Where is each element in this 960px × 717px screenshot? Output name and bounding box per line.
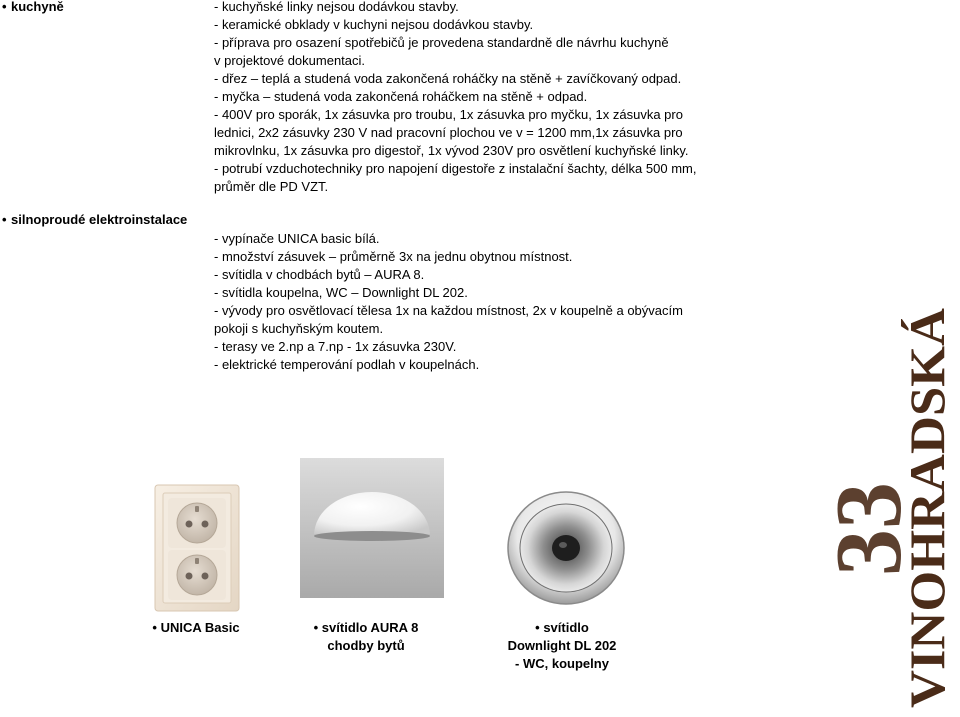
kitchen-line: v projektové dokumentaci. bbox=[214, 53, 366, 68]
bullet-electrical: • bbox=[2, 212, 7, 227]
unica-socket-image bbox=[154, 484, 240, 612]
electrical-line: - elektrické temperování podlah v koupelnách. bbox=[214, 357, 480, 372]
logo-33-vinohradska bbox=[817, 300, 956, 714]
kitchen-line: - příprava pro osazení spotřebičů je provedena standardně dle návrhu kuchyně bbox=[214, 35, 669, 50]
electrical-line: - vypínače UNICA basic bílá. bbox=[214, 231, 380, 246]
electrical-line: pokoji s kuchyňským koutem. bbox=[214, 321, 384, 336]
kitchen-description bbox=[214, 0, 696, 196]
caption-aura-line1: • svítidlo AURA 8 bbox=[313, 620, 419, 635]
downlight-image bbox=[505, 488, 627, 608]
electrical-line: - vývody pro osvětlovací tělesa 1x na každou místnost, 2x v koupelně a obývacím bbox=[214, 303, 683, 318]
caption-unica-line1: • UNICA Basic bbox=[152, 620, 240, 635]
kitchen-line: - 400V pro sporák, 1x zásuvka pro troubu, 1x zásuvka pro myčku, 1x zásuvka pro bbox=[214, 107, 683, 122]
kitchen-line: - keramické obklady v kuchyni nejsou dodávkou stavby. bbox=[214, 17, 534, 32]
caption-aura bbox=[308, 619, 424, 655]
caption-downlight-line3: - WC, koupelny bbox=[515, 656, 609, 671]
electrical-line: - množství zásuvek – průměrně 3x na jednu obytnou místnost. bbox=[214, 249, 573, 264]
kitchen-line: - dřez – teplá a studená voda zakončená roháčky na stěně + zavíčkovaný odpad. bbox=[214, 71, 682, 86]
electrical-description bbox=[214, 230, 683, 374]
caption-downlight bbox=[500, 619, 624, 673]
section-label-kitchen bbox=[2, 0, 64, 14]
electrical-line: - terasy ve 2.np a 7.np - 1x zásuvka 230V. bbox=[214, 339, 457, 354]
caption-downlight-line2: Downlight DL 202 bbox=[507, 638, 617, 653]
logo-name-text: VINOHRADSKÁ bbox=[899, 327, 955, 708]
kitchen-line: mikrovlnku, 1x zásuvka pro digestoř, 1x vývod 230V pro osvětlení kuchyňské linky. bbox=[214, 143, 689, 158]
electrical-line: - svítidla koupelna, WC – Downlight DL 202. bbox=[214, 285, 468, 300]
electrical-label: silnoproudé elektroinstalace bbox=[11, 212, 188, 227]
aura-light-image bbox=[300, 458, 444, 598]
caption-unica bbox=[148, 619, 244, 637]
caption-aura-line2: chodby bytů bbox=[327, 638, 405, 653]
kitchen-line: průměr dle PD VZT. bbox=[214, 179, 329, 194]
bullet-kitchen: • bbox=[2, 0, 7, 14]
kitchen-line: - kuchyňské linky nejsou dodávkou stavby. bbox=[214, 0, 459, 14]
electrical-line: - svítidla v chodbách bytů – AURA 8. bbox=[214, 267, 425, 282]
kitchen-label: kuchyně bbox=[11, 0, 64, 14]
logo-number-text: 33 bbox=[817, 482, 921, 576]
kitchen-line: - myčka – studená voda zakončená roháčkem na stěně + odpad. bbox=[214, 89, 588, 104]
caption-downlight-line1: • svítidlo bbox=[535, 620, 589, 635]
kitchen-line: lednici, 2x2 zásuvky 230 V nad pracovní plochou ve v = 1200 mm,1x zásuvka pro bbox=[214, 125, 683, 140]
kitchen-line: - potrubí vzduchotechniky pro napojení digestoře z instalační šachty, délka 500 mm, bbox=[214, 161, 697, 176]
section-label-electrical bbox=[2, 212, 187, 227]
